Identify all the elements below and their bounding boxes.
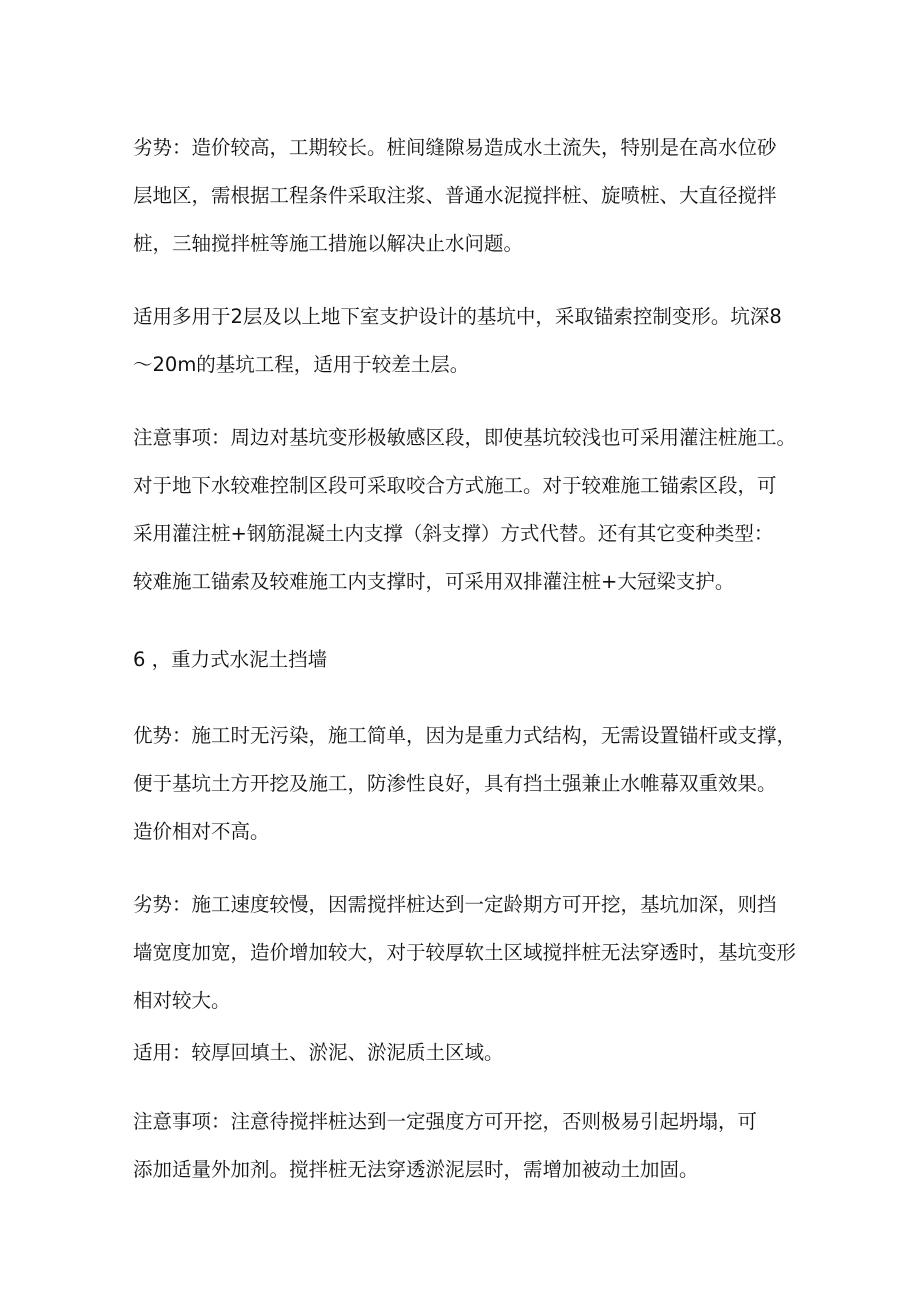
- paragraph-6-line-3: 相对较大。: [133, 989, 231, 1012]
- paragraph-1-line-3: 桩，三轴搅拌桩等施工措施以解决止水问题。: [133, 232, 524, 255]
- paragraph-6-line-2: 墙宽度加宽，造价增加较大，对于较厚软土区域搅拌桩无法穿透时，基坑变形: [133, 941, 797, 964]
- paragraph-8-line-2: 添加适量外加剂。搅拌桩无法穿透淤泥层时，需增加被动土加固。: [133, 1158, 699, 1181]
- paragraph-3-line-1: 注意事项：周边对基坑变形极敏感区段，即使基坑较浅也可采用灌注桩施工。: [133, 426, 797, 449]
- paragraph-5-line-1: 优势：施工时无污染，施工简单，因为是重力式结构，无需设置锚杆或支撑，: [133, 724, 797, 747]
- paragraph-2-line-1: 适用多用于2层及以上地下室支护设计的基坑中，采取锚索控制变形。坑深8: [133, 305, 782, 328]
- paragraph-3-line-3: 采用灌注桩+钢筋混凝土内支撑（斜支撑）方式代替。还有其它变种类型：: [133, 522, 774, 545]
- paragraph-7-line-1: 适用：较厚回填土、淤泥、淤泥质土区域。: [133, 1041, 504, 1064]
- paragraph-8-line-1: 注意事项：注意待搅拌桩达到一定强度方可开挖，否则极易引起坍塌，可: [133, 1110, 758, 1133]
- paragraph-2-line-2: ～20m的基坑工程，适用于较差土层。: [133, 353, 470, 376]
- paragraph-1-line-1: 劣势：造价较高，工期较长。桩间缝隙易造成水土流失，特别是在高水位砂: [133, 136, 777, 159]
- section-heading: 6 ，重力式水泥土挡墙: [133, 648, 328, 671]
- paragraph-5-line-2: 便于基坑土方开挖及施工，防渗性良好，具有挡土强兼止水帷幕双重效果。: [133, 772, 777, 795]
- paragraph-1-line-2: 层地区，需根据工程条件采取注浆、普通水泥搅拌桩、旋喷桩、大直径搅拌: [133, 184, 777, 207]
- paragraph-5-line-3: 造价相对不高。: [133, 820, 270, 843]
- paragraph-6-line-1: 劣势：施工速度较慢，因需搅拌桩达到一定龄期方可开挖，基坑加深，则挡: [133, 893, 777, 916]
- paragraph-3-line-2: 对于地下水较难控制区段可采取咬合方式施工。对于较难施工锚索区段，可: [133, 474, 777, 497]
- paragraph-3-line-4: 较难施工锚索及较难施工内支撑时，可采用双排灌注桩+大冠梁支护。: [133, 570, 735, 593]
